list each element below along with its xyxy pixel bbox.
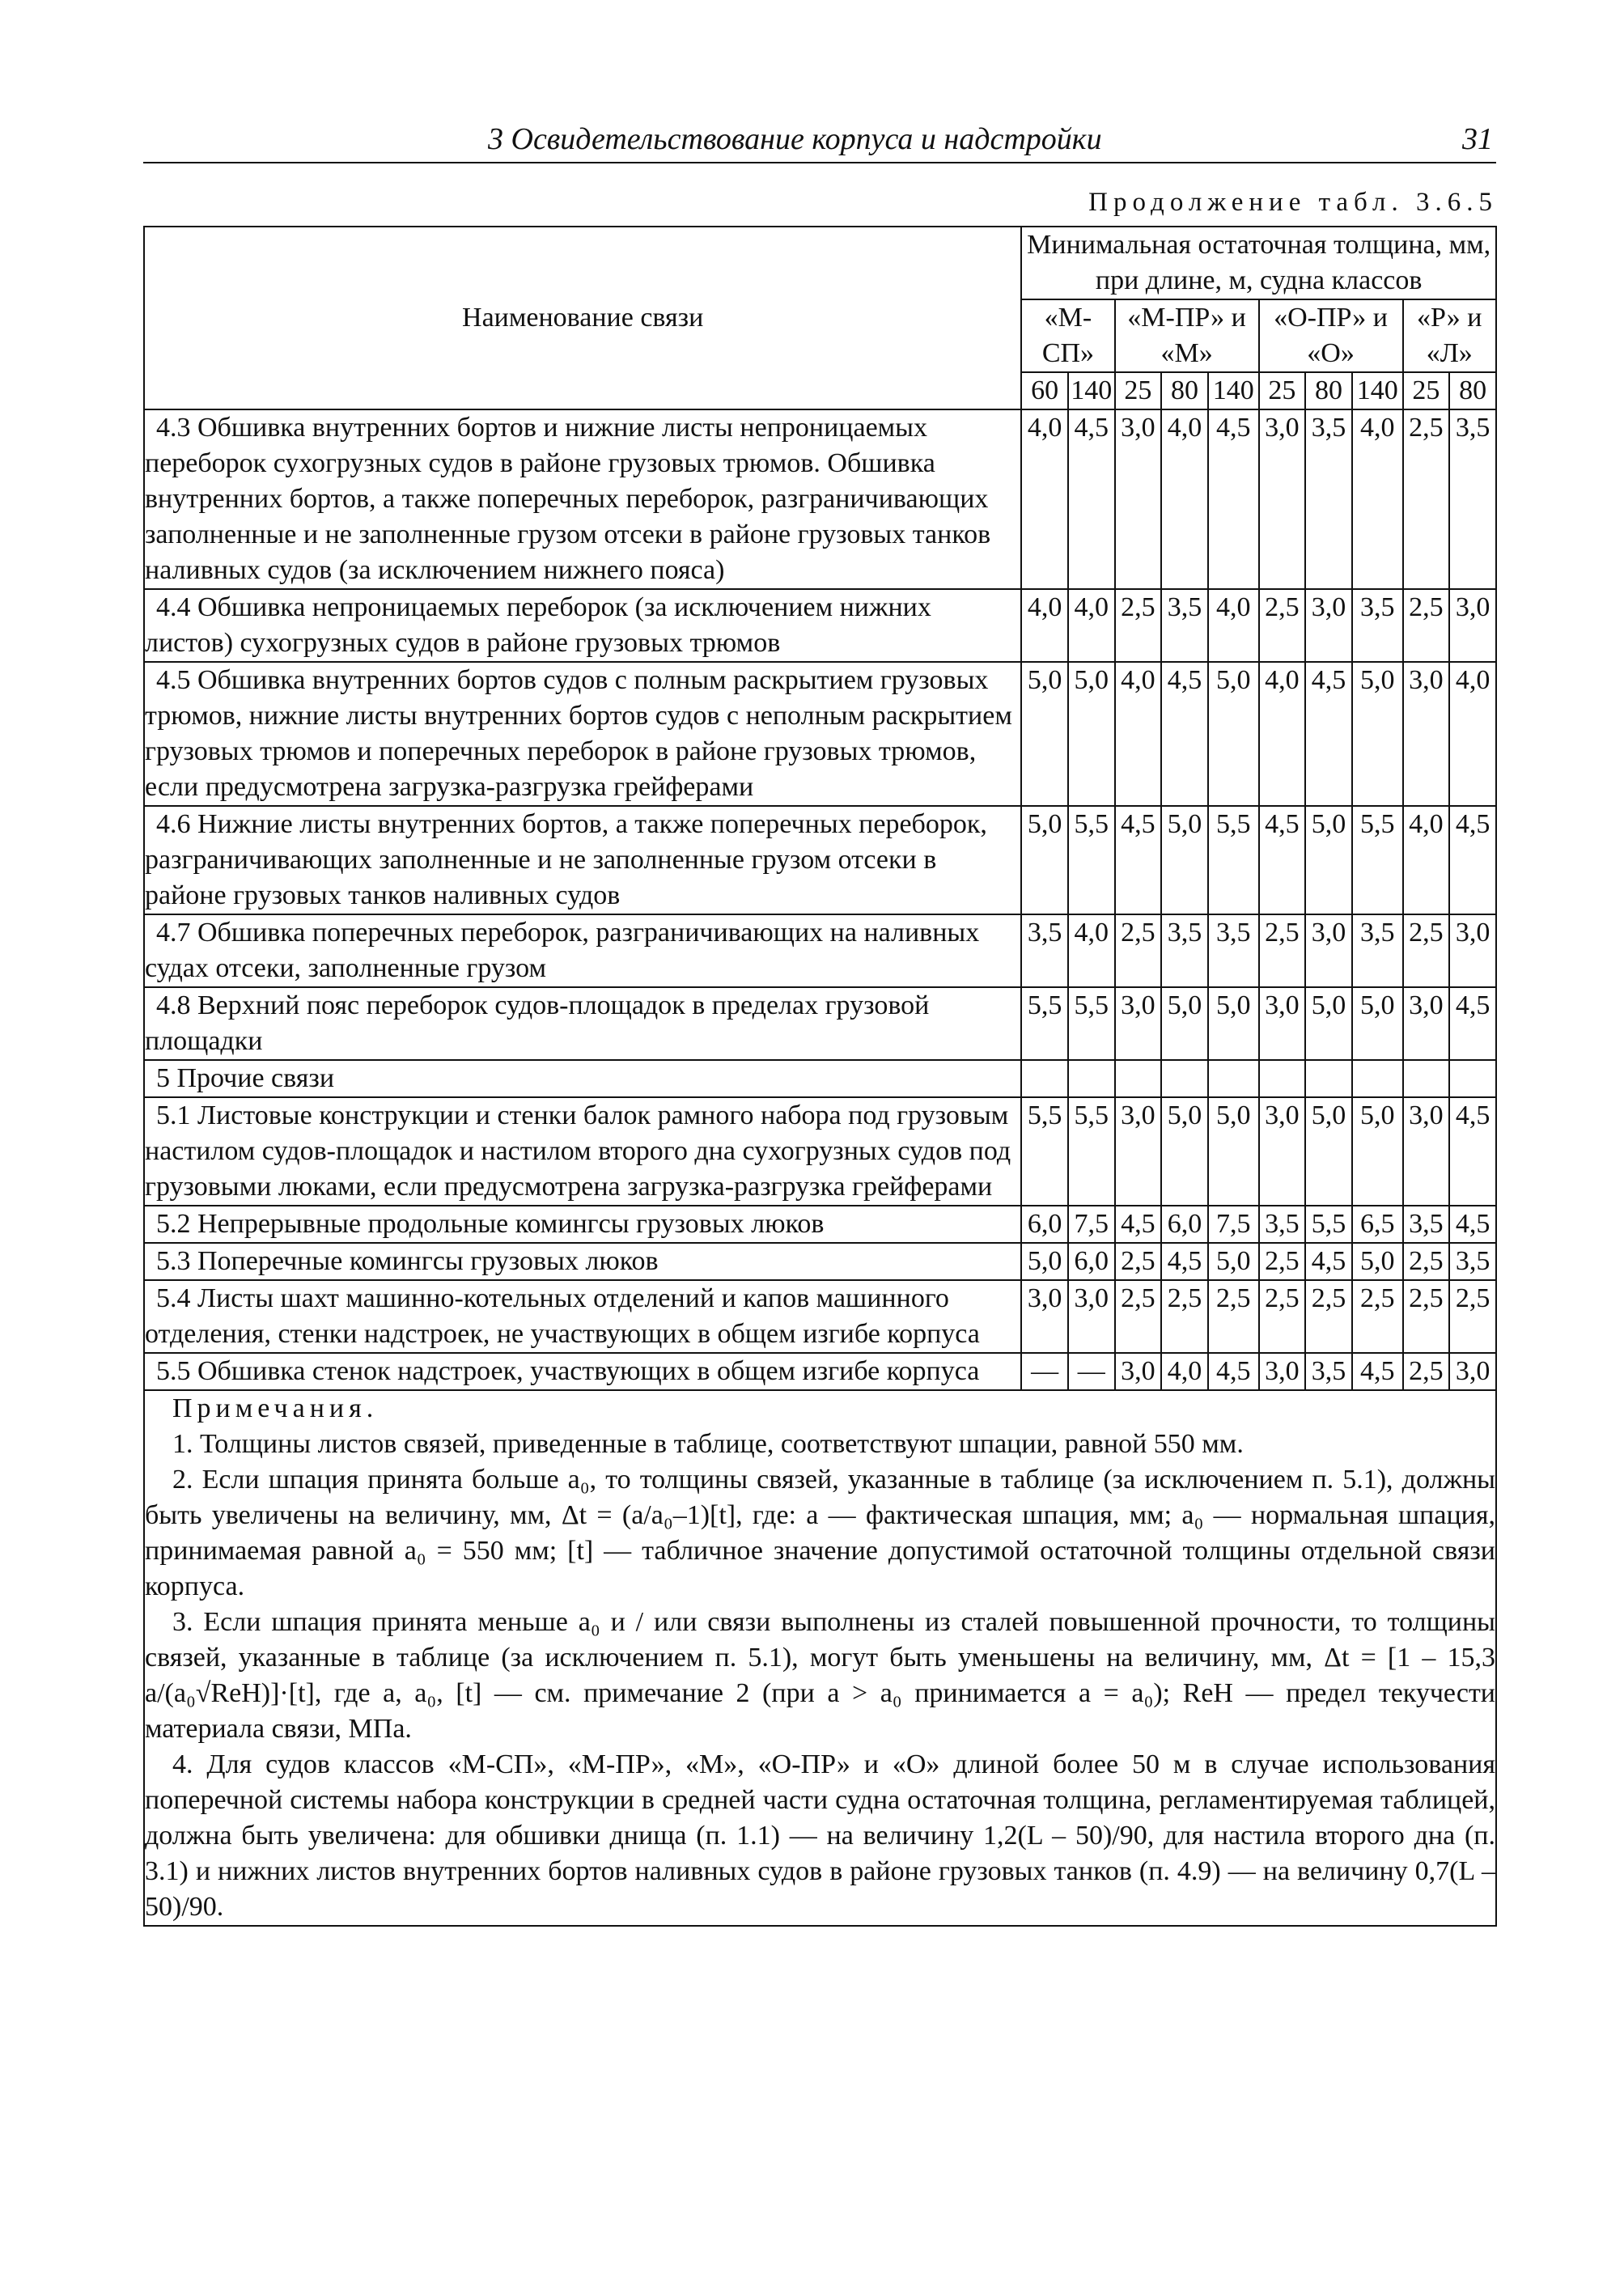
- value-cell: 7,5: [1068, 1206, 1115, 1243]
- length-header: 60: [1021, 372, 1068, 409]
- value-cell: 4,5: [1161, 1243, 1208, 1280]
- row-name: [144, 409, 1021, 589]
- page-number: 31: [1462, 122, 1493, 156]
- value-cell: 5,5: [1068, 987, 1115, 1060]
- value-cell: 3,0: [1115, 1097, 1162, 1206]
- value-cell: 5,5: [1305, 1206, 1352, 1243]
- value-cell: [1208, 1060, 1259, 1097]
- value-cell: 2,5: [1403, 914, 1450, 987]
- value-cell: 4,5: [1352, 1353, 1403, 1390]
- value-cell: 5,0: [1352, 987, 1403, 1060]
- length-header: 25: [1115, 372, 1162, 409]
- row-name: [144, 1243, 1021, 1280]
- value-cell: 3,5: [1305, 409, 1352, 589]
- value-cell: 3,0: [1068, 1280, 1115, 1353]
- row-name: [144, 806, 1021, 914]
- value-cell: 3,0: [1115, 1353, 1162, 1390]
- value-cell: 3,5: [1305, 1353, 1352, 1390]
- value-cell: 4,5: [1305, 662, 1352, 806]
- row-name: [144, 1280, 1021, 1353]
- value-cell: 3,5: [1403, 1206, 1450, 1243]
- value-cell: 3,0: [1403, 987, 1450, 1060]
- table-row: [144, 589, 1496, 662]
- value-cell: 3,5: [1161, 589, 1208, 662]
- value-cell: 4,0: [1208, 589, 1259, 662]
- row-name-text: 4.4 Обшивка непроницаемых переборок (за исключением нижних листов) сухогрузных судов в районе грузовых трюмов: [145, 592, 931, 658]
- value-cell: 3,0: [1449, 1353, 1496, 1390]
- value-cell: 5,0: [1305, 806, 1352, 914]
- value-cell: 2,5: [1305, 1280, 1352, 1353]
- value-cell: 3,5: [1352, 589, 1403, 662]
- row-name-text: 5.5 Обшивка стенок надстроек, участвующих в общем изгибе корпуса: [156, 1356, 980, 1386]
- row-name-text: 4.6 Нижние листы внутренних бортов, а также поперечных переборок, разграничивающих заполненные и не заполненные грузом отсеки в районе грузовых танков наливных судов: [145, 809, 987, 910]
- value-cell: 4,5: [1449, 1097, 1496, 1206]
- value-cell: 3,0: [1305, 589, 1352, 662]
- value-cell: 6,0: [1161, 1206, 1208, 1243]
- value-cell: 4,5: [1161, 662, 1208, 806]
- value-cell: 3,0: [1449, 914, 1496, 987]
- value-cell: 2,5: [1115, 1280, 1162, 1353]
- value-cell: 4,5: [1449, 1206, 1496, 1243]
- value-cell: 4,0: [1161, 409, 1208, 589]
- value-cell: 5,5: [1068, 806, 1115, 914]
- value-cell: 2,5: [1352, 1280, 1403, 1353]
- value-cell: 4,0: [1021, 589, 1068, 662]
- value-cell: 3,5: [1208, 914, 1259, 987]
- value-cell: 3,5: [1259, 1206, 1306, 1243]
- value-cell: 3,0: [1403, 662, 1450, 806]
- value-cell: 3,5: [1161, 914, 1208, 987]
- row-name-text: 5.1 Листовые конструкции и стенки балок рамного набора под грузовым настилом судов-площадок и настилом второго дна сухогрузных судов под грузовыми люками, если предусмотрена загрузка-разгрузка грейферами: [145, 1100, 1011, 1202]
- value-cell: [1021, 1060, 1068, 1097]
- running-header-title: 3 Освидетельствование корпуса и надстройки: [488, 122, 1102, 156]
- value-cell: 6,5: [1352, 1206, 1403, 1243]
- col-header-group: Минимальная остаточная толщина, мм, при длине, м, судна классов: [1021, 227, 1496, 299]
- value-cell: 2,5: [1259, 1280, 1306, 1353]
- value-cell: 3,5: [1352, 914, 1403, 987]
- col-header-name: Наименование связи: [144, 227, 1021, 409]
- row-name: [144, 914, 1021, 987]
- note-item: 1. Толщины листов связей, приведенные в таблице, соответствуют шпации, равной 550 мм.: [172, 1429, 1244, 1459]
- length-header: 80: [1305, 372, 1352, 409]
- length-header: 80: [1161, 372, 1208, 409]
- value-cell: [1352, 1060, 1403, 1097]
- value-cell: 3,5: [1449, 1243, 1496, 1280]
- value-cell: 3,0: [1259, 1353, 1306, 1390]
- value-cell: 4,5: [1115, 1206, 1162, 1243]
- row-name-text: 4.3 Обшивка внутренних бортов и нижние листы непроницаемых переборок сухогрузных судов в районе грузовых трюмов. Обшивка внутренних бортов, а также поперечных переборок, разграничивающих заполненные и не заполненные грузом отсеки в районе грузовых танков наливных судов (за исключением нижнего пояса): [145, 413, 991, 585]
- table-row: [144, 987, 1496, 1060]
- value-cell: 4,0: [1115, 662, 1162, 806]
- value-cell: 2,5: [1259, 914, 1306, 987]
- value-cell: 4,0: [1259, 662, 1306, 806]
- value-cell: 2,5: [1115, 1243, 1162, 1280]
- value-cell: 4,5: [1208, 409, 1259, 589]
- value-cell: 5,0: [1021, 1243, 1068, 1280]
- value-cell: 6,0: [1021, 1206, 1068, 1243]
- row-name-text: 4.8 Верхний пояс переборок судов-площадок в пределах грузовой площадки: [145, 990, 930, 1056]
- class-header: «О-ПР» и «О»: [1259, 299, 1403, 372]
- value-cell: 4,0: [1068, 914, 1115, 987]
- value-cell: 5,0: [1208, 987, 1259, 1060]
- value-cell: 3,0: [1403, 1097, 1450, 1206]
- class-header: «М-СП»: [1021, 299, 1114, 372]
- value-cell: 4,5: [1068, 409, 1115, 589]
- value-cell: 3,0: [1259, 1097, 1306, 1206]
- value-cell: 4,0: [1161, 1353, 1208, 1390]
- notes-title: Примечания.: [172, 1393, 379, 1423]
- value-cell: 3,0: [1259, 987, 1306, 1060]
- table-body: [144, 409, 1496, 1390]
- table-row: [144, 409, 1496, 589]
- row-name: [144, 1060, 1021, 1097]
- value-cell: 2,5: [1403, 409, 1450, 589]
- row-name: [144, 1353, 1021, 1390]
- value-cell: 4,0: [1021, 409, 1068, 589]
- row-name: [144, 589, 1021, 662]
- note-item: 4. Для судов классов «М-СП», «М-ПР», «М», «О-ПР» и «О» длиной более 50 м в случае использования поперечной системы набора конструкции в средней части судна остаточная толщина, регламентируемая таблицей, должна быть увеличена: для обшивки днища (п. 1.1) — на величину 1,2(L – 50)/90, для настила второго дна (п. 3.1) и нижних листов внутренних бортов наливных судов в районе грузовых танков (п. 4.9) — на величину 0,7(L – 50)/90.: [145, 1749, 1495, 1922]
- value-cell: 5,5: [1021, 1097, 1068, 1206]
- value-cell: [1305, 1060, 1352, 1097]
- value-cell: 5,5: [1068, 1097, 1115, 1206]
- notes-block: [144, 1390, 1496, 1926]
- value-cell: 2,5: [1259, 1243, 1306, 1280]
- value-cell: 5,0: [1352, 1097, 1403, 1206]
- value-cell: 5,0: [1352, 1243, 1403, 1280]
- value-cell: 2,5: [1403, 1243, 1450, 1280]
- value-cell: 3,0: [1115, 409, 1162, 589]
- row-name-text: 4.5 Обшивка внутренних бортов судов с полным раскрытием грузовых трюмов, нижние листы внутренних бортов судов с неполным раскрытием грузовых трюмов и поперечных переборок в районе грузовых трюмов, если предусмотрена загрузка-разгрузка грейферами: [145, 665, 1012, 802]
- length-header: 25: [1403, 372, 1450, 409]
- value-cell: 3,0: [1021, 1280, 1068, 1353]
- note-item: 3. Если шпация принята меньше a₀ и / или связи выполнены из сталей повышенной прочности, то толщины связей, указанные в таблице (за исключением п. 5.1), могут быть уменьшены на величину, мм, Δt = [1 – 15,3 a/(a₀√ReH)]·[t], где a, a₀, [t] — см. примечание 2 (при a > a₀ принимается a = a₀); ReH — предел текучести материала связи, МПа.: [145, 1607, 1495, 1744]
- value-cell: 3,0: [1115, 987, 1162, 1060]
- table-row: [144, 914, 1496, 987]
- value-cell: 4,0: [1068, 589, 1115, 662]
- row-name-text: 5.3 Поперечные комингсы грузовых люков: [156, 1246, 659, 1276]
- value-cell: 4,5: [1259, 806, 1306, 914]
- value-cell: 5,0: [1208, 662, 1259, 806]
- value-cell: —: [1021, 1353, 1068, 1390]
- value-cell: —: [1068, 1353, 1115, 1390]
- length-header: 140: [1208, 372, 1259, 409]
- value-cell: 5,5: [1352, 806, 1403, 914]
- value-cell: [1115, 1060, 1162, 1097]
- table-row: [144, 662, 1496, 806]
- value-cell: 5,0: [1305, 1097, 1352, 1206]
- value-cell: 5,0: [1352, 662, 1403, 806]
- value-cell: 5,0: [1208, 1243, 1259, 1280]
- value-cell: 4,0: [1449, 662, 1496, 806]
- value-cell: 3,0: [1305, 914, 1352, 987]
- row-name: [144, 1206, 1021, 1243]
- value-cell: 6,0: [1068, 1243, 1115, 1280]
- value-cell: 3,0: [1449, 589, 1496, 662]
- value-cell: 4,5: [1449, 806, 1496, 914]
- value-cell: [1161, 1060, 1208, 1097]
- value-cell: 5,0: [1068, 662, 1115, 806]
- value-cell: 3,0: [1259, 409, 1306, 589]
- row-name: [144, 662, 1021, 806]
- table-row: [144, 1206, 1496, 1243]
- value-cell: 4,0: [1352, 409, 1403, 589]
- row-name-text: 5.2 Непрерывные продольные комингсы грузовых люков: [156, 1209, 825, 1239]
- row-name-text: 5.4 Листы шахт машинно-котельных отделений и капов машинного отделения, стенки надстроек, не участвующих в общем изгибе корпуса: [145, 1283, 980, 1349]
- value-cell: 5,0: [1161, 806, 1208, 914]
- table-row: [144, 1243, 1496, 1280]
- value-cell: 2,5: [1208, 1280, 1259, 1353]
- value-cell: 2,5: [1403, 589, 1450, 662]
- row-name: [144, 987, 1021, 1060]
- value-cell: 2,5: [1115, 589, 1162, 662]
- value-cell: [1068, 1060, 1115, 1097]
- length-header: 80: [1449, 372, 1496, 409]
- table-row: [144, 1060, 1496, 1097]
- value-cell: 4,5: [1449, 987, 1496, 1060]
- length-header: 25: [1259, 372, 1306, 409]
- value-cell: 4,5: [1208, 1353, 1259, 1390]
- length-header: 140: [1068, 372, 1115, 409]
- note-item: 2. Если шпация принята больше a₀, то толщины связей, указанные в таблице (за исключением п. 5.1), должны быть увеличены на величину, мм, Δt = (a/a₀–1)[t], где: a — фактическая шпация, мм; a₀ — нормальная шпация, принимаемая равной a₀ = 550 мм; [t] — табличное значение допустимой остаточной толщины отдельной связи корпуса.: [145, 1465, 1495, 1601]
- value-cell: 4,5: [1305, 1243, 1352, 1280]
- table-row: [144, 1097, 1496, 1206]
- row-name: [144, 1097, 1021, 1206]
- value-cell: 4,0: [1403, 806, 1450, 914]
- value-cell: 5,0: [1161, 1097, 1208, 1206]
- value-cell: 2,5: [1449, 1280, 1496, 1353]
- value-cell: 5,5: [1208, 806, 1259, 914]
- value-cell: 2,5: [1259, 589, 1306, 662]
- length-header: 140: [1352, 372, 1403, 409]
- row-name-text: 4.7 Обшивка поперечных переборок, разграничивающих на наливных судах отсеки, заполненные грузом: [145, 918, 980, 983]
- value-cell: 2,5: [1403, 1353, 1450, 1390]
- class-header: «Р» и «Л»: [1403, 299, 1496, 372]
- row-name-text: 5 Прочие связи: [156, 1063, 335, 1093]
- running-header: [143, 120, 1496, 163]
- value-cell: 2,5: [1115, 914, 1162, 987]
- value-cell: 2,5: [1161, 1280, 1208, 1353]
- thickness-table: [143, 226, 1497, 1927]
- value-cell: 3,5: [1021, 914, 1068, 987]
- value-cell: 4,5: [1115, 806, 1162, 914]
- table-row: [144, 806, 1496, 914]
- table-row: [144, 1280, 1496, 1353]
- value-cell: 3,5: [1449, 409, 1496, 589]
- value-cell: 5,0: [1021, 806, 1068, 914]
- value-cell: [1403, 1060, 1450, 1097]
- table-caption: Продолжение табл. 3.6.5: [1088, 188, 1498, 217]
- table-row: [144, 1353, 1496, 1390]
- value-cell: [1259, 1060, 1306, 1097]
- value-cell: 5,0: [1208, 1097, 1259, 1206]
- value-cell: 5,0: [1161, 987, 1208, 1060]
- value-cell: 5,0: [1021, 662, 1068, 806]
- value-cell: 7,5: [1208, 1206, 1259, 1243]
- value-cell: [1449, 1060, 1496, 1097]
- value-cell: 5,5: [1021, 987, 1068, 1060]
- value-cell: 2,5: [1403, 1280, 1450, 1353]
- class-header: «М-ПР» и «М»: [1115, 299, 1259, 372]
- value-cell: 5,0: [1305, 987, 1352, 1060]
